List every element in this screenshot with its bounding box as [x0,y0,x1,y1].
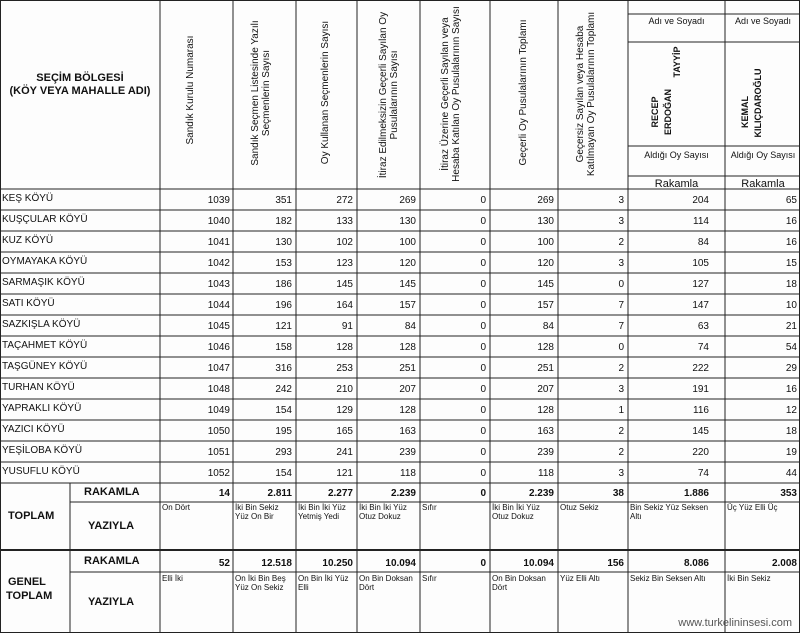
cell-voted: 253 [336,363,353,374]
cell-c2: 16 [785,384,797,395]
cell-voted: 102 [336,237,353,248]
cell-valid_no_obj: 130 [399,216,416,227]
cell-valid_no_obj: 163 [399,426,416,437]
cell-voted: 165 [336,426,353,437]
genel-yaziyla-label: YAZIYLA [88,596,135,608]
cand1-votes-label: Aldığı Oy Sayısı [644,150,709,160]
cell-box: 1041 [207,237,230,248]
cell-c2: 10 [785,300,797,311]
cand1-rakamla-label: Rakamla [654,178,699,190]
cell-voted: 129 [336,405,353,416]
cell-valid_obj: 0 [480,468,486,479]
toplam-word-reg: İki Bin Sekiz Yüz On Bir [235,503,279,521]
cell-reg: 121 [275,321,292,332]
toplam-num-voted: 2.277 [327,488,353,499]
cell-c1: 191 [692,384,709,395]
genel-num-valid_obj: 0 [480,558,486,569]
toplam-label: TOPLAM [8,510,55,522]
genel-word-invalid: Yüz Elli Altı [560,574,601,583]
cell-invalid: 2 [618,363,624,374]
cell-voted: 128 [336,342,353,353]
cand1-name-erdogan: ERDOĞAN [663,89,673,136]
cell-c2: 54 [785,342,797,353]
cell-reg: 154 [275,468,292,479]
cell-valid_no_obj: 251 [399,363,416,374]
village-name: YAZICI KÖYÜ [2,424,65,435]
cell-valid_total: 163 [537,426,554,437]
col-header-valid-objection: İtiraz Üzerine Geçerli Sayılan veya Hesaba Katılan Oy Pusulalarının Sayısı [440,6,462,182]
cell-valid_total: 118 [538,468,554,479]
col-header-box-number: Sandık Kurulu Numarası [185,35,196,145]
toplam-num-valid_obj: 0 [480,488,486,499]
village-name: TAŞGÜNEY KÖYÜ [2,361,88,372]
cell-reg: 196 [275,300,292,311]
genel-word-c1: Sekiz Bin Seksen Altı [630,574,706,583]
cell-voted: 91 [341,321,353,332]
cell-valid_total: 269 [537,195,554,206]
toplam-num-c1: 1.886 [683,488,709,499]
region-header [0,72,160,98]
cell-invalid: 3 [618,384,624,395]
cell-valid_no_obj: 145 [399,279,416,290]
cell-reg: 316 [275,363,292,374]
cell-c1: 147 [692,300,709,311]
cell-c2: 18 [785,279,797,290]
toplam-word-valid_obj: Sıfır [422,503,437,512]
genel-label-2: TOPLAM [6,590,53,602]
village-name: TURHAN KÖYÜ [2,382,75,393]
cell-valid_total: 120 [537,258,554,269]
cell-voted: 272 [336,195,353,206]
toplam-word-c2: Üç Yüz Elli Üç [727,503,778,512]
col-header-registered: Sandık Seçmen Listesinde Yazılı Seçmenlerin Sayısı [250,20,272,166]
region-header-line1: SEÇİM BÖLGESİ [36,72,124,84]
cell-voted: 210 [336,384,353,395]
cell-c1: 204 [692,195,709,206]
col-header-valid-total: Geçerli Oy Pusulalarının Toplamı [518,19,529,166]
cell-box: 1048 [207,384,230,395]
genel-word-voted: On Bin İki Yüz Elli [298,574,349,592]
cell-reg: 153 [275,258,292,269]
cell-box: 1049 [207,405,230,416]
genel-num-voted: 10.250 [322,558,353,569]
cell-invalid: 0 [618,342,624,353]
cell-valid_no_obj: 128 [399,342,416,353]
toplam-num-box: 14 [218,488,230,499]
cell-reg: 158 [275,342,292,353]
genel-num-valid_no_obj: 10.094 [385,558,416,569]
village-name: TAÇAHMET KÖYÜ [2,340,88,351]
cell-c1: 145 [692,426,709,437]
cell-reg: 130 [275,237,292,248]
cell-invalid: 3 [618,216,624,227]
cell-c2: 12 [785,405,797,416]
village-name: KUŞÇULAR KÖYÜ [2,214,88,225]
cell-valid_total: 207 [537,384,554,395]
cell-valid_obj: 0 [480,363,486,374]
col-header-valid-no-objection: İtiraz Edilmeksizin Geçerli Sayılan Oy Pusulalarının Sayısı [378,11,400,179]
cell-c2: 19 [785,447,797,458]
toplam-word-valid_no_obj: İki Bin İki Yüz Otuz Dokuz [359,503,407,521]
cell-c1: 114 [693,216,709,227]
cell-c1: 63 [697,321,709,332]
cell-box: 1039 [207,195,230,206]
cell-invalid: 3 [618,258,624,269]
cell-valid_total: 128 [537,342,554,353]
cell-invalid: 1 [618,405,624,416]
genel-num-reg: 12.518 [261,558,292,569]
cell-valid_obj: 0 [480,405,486,416]
cell-voted: 133 [336,216,353,227]
toplam-num-valid_no_obj: 2.239 [390,488,416,499]
region-header-line2: (KÖY VEYA MAHALLE ADI) [9,85,151,97]
cell-c2: 44 [785,468,797,479]
cell-valid_total: 128 [537,405,554,416]
cell-valid_obj: 0 [480,300,486,311]
village-name: KUZ KÖYÜ [2,235,54,246]
genel-label-1: GENEL [8,576,46,588]
col-header-invalid: Geçersiz Sayılan veya Hesaba Katılmayan Oy Pusulalarının Toplamı [575,11,597,177]
cell-c1: 105 [692,258,709,269]
village-name: YEŞİLOBA KÖYÜ [2,445,83,456]
cell-valid_no_obj: 118 [400,468,416,479]
cell-invalid: 3 [618,195,624,206]
cell-c1: 74 [697,342,709,353]
cell-c2: 16 [785,237,797,248]
cell-invalid: 2 [618,237,624,248]
cell-voted: 123 [336,258,353,269]
cell-box: 1047 [207,363,230,374]
cand2-rakamla-label: Rakamla [741,178,785,190]
toplam-num-invalid: 38 [612,488,624,499]
cell-invalid: 2 [618,426,624,437]
cell-box: 1050 [207,426,230,437]
cell-invalid: 2 [618,447,624,458]
genel-word-valid_total: On Bin Doksan Dört [492,574,546,592]
cell-c2: 21 [785,321,797,332]
toplam-rakamla-label: RAKAMLA [84,486,140,498]
genel-rakamla-label: RAKAMLA [84,555,140,567]
cell-valid_obj: 0 [480,384,486,395]
village-name: SAZKIŞLA KÖYÜ [2,319,81,330]
cell-valid_obj: 0 [480,216,486,227]
cell-c1: 84 [697,237,709,248]
toplam-num-c2: 353 [780,488,797,499]
genel-num-box: 52 [218,558,230,569]
cell-c2: 29 [785,363,797,374]
cell-reg: 154 [275,405,292,416]
cand1-name-recep: RECEP [650,96,660,128]
village-name: SARMAŞIK KÖYÜ [2,277,85,288]
cell-box: 1044 [207,300,230,311]
cell-box: 1042 [207,258,230,269]
cand2-name-kilicdaroglu: KILIÇDAROĞLU [753,68,763,138]
cell-valid_obj: 0 [480,342,486,353]
cell-valid_obj: 0 [480,195,486,206]
genel-word-box: Elli İki [162,574,183,583]
genel-num-invalid: 156 [607,558,624,569]
cell-c1: 116 [693,405,709,416]
cell-valid_total: 100 [537,237,554,248]
cell-valid_no_obj: 207 [399,384,416,395]
cell-valid_no_obj: 157 [399,300,416,311]
cell-reg: 186 [275,279,292,290]
cell-valid_obj: 0 [480,258,486,269]
cell-valid_total: 239 [537,447,554,458]
cell-invalid: 0 [618,279,624,290]
cell-valid_obj: 0 [480,279,486,290]
col-header-voted: Oy Kullanan Seçmenlerin Sayısı [320,20,331,165]
village-name: OYMAYAKA KÖYÜ [2,256,88,267]
cell-invalid: 3 [618,468,624,479]
cell-reg: 182 [275,216,292,227]
cell-voted: 121 [336,468,353,479]
cand2-name-label: Adı ve Soyadı [734,16,792,26]
genel-word-c2: İki Bin Sekiz [727,574,771,583]
cell-box: 1051 [207,447,230,458]
cell-c2: 18 [785,426,797,437]
cell-voted: 164 [336,300,353,311]
cell-valid_no_obj: 128 [399,405,416,416]
village-name: YUSUFLU KÖYÜ [2,466,80,477]
village-name: YAPRAKLI KÖYÜ [2,403,82,414]
cell-reg: 293 [275,447,292,458]
cell-valid_total: 251 [537,363,554,374]
cell-c2: 15 [785,258,797,269]
cell-voted: 145 [336,279,353,290]
cell-voted: 241 [336,447,353,458]
genel-word-valid_obj: Sıfır [422,574,437,583]
toplam-word-invalid: Otuz Sekiz [560,503,599,512]
cell-box: 1040 [207,216,230,227]
village-name: KEŞ KÖYÜ [2,193,54,204]
cell-reg: 351 [275,195,292,206]
cell-c1: 220 [692,447,709,458]
cand2-name-kemal: KEMAL [740,96,750,128]
cell-valid_no_obj: 239 [399,447,416,458]
toplam-word-c1: Bin Sekiz Yüz Seksen Altı [630,503,709,521]
cell-valid_no_obj: 84 [404,321,416,332]
cand1-name-label: Adı ve Soyadı [648,16,705,26]
cell-c2: 16 [785,216,797,227]
cell-reg: 195 [275,426,292,437]
toplam-word-box: On Dört [162,503,191,512]
watermark: www.turkelininsesi.com [678,617,792,629]
cell-invalid: 7 [618,300,624,311]
cand1-name-tayyip: TAYYİP [672,46,682,78]
cell-c1: 127 [692,279,709,290]
cand2-votes-label: Aldığı Oy Sayısı [730,150,796,160]
cell-valid_obj: 0 [480,237,486,248]
genel-num-c1: 8.086 [683,558,709,569]
cell-invalid: 7 [618,321,624,332]
toplam-num-reg: 2.811 [267,488,292,499]
cell-valid_total: 84 [542,321,554,332]
cell-c2: 65 [785,195,797,206]
genel-word-valid_no_obj: On Bin Doksan Dört [359,574,413,592]
cell-box: 1046 [207,342,230,353]
toplam-num-valid_total: 2.239 [528,488,554,499]
cell-valid_obj: 0 [480,447,486,458]
cell-valid_total: 145 [537,279,554,290]
cell-valid_obj: 0 [480,321,486,332]
cell-valid_obj: 0 [480,426,486,437]
cell-box: 1052 [207,468,230,479]
toplam-word-valid_total: İki Bin İki Yüz Otuz Dokuz [492,503,540,521]
cell-valid_no_obj: 100 [399,237,416,248]
genel-num-valid_total: 10.094 [523,558,554,569]
cell-c1: 222 [692,363,709,374]
cell-box: 1043 [207,279,230,290]
genel-word-reg: On İki Bin Beş Yüz On Sekiz [235,574,286,592]
cell-c1: 74 [697,468,709,479]
genel-num-c2: 2.008 [771,558,797,569]
cell-reg: 242 [275,384,292,395]
toplam-yaziyla-label: YAZIYLA [88,520,135,532]
cell-box: 1045 [207,321,230,332]
cell-valid_no_obj: 120 [399,258,416,269]
cell-valid_no_obj: 269 [399,195,416,206]
toplam-word-voted: İki Bin İki Yüz Yetmiş Yedi [298,503,346,521]
village-name: SATI KÖYÜ [2,298,55,309]
cell-valid_total: 130 [537,216,554,227]
cell-valid_total: 157 [537,300,554,311]
